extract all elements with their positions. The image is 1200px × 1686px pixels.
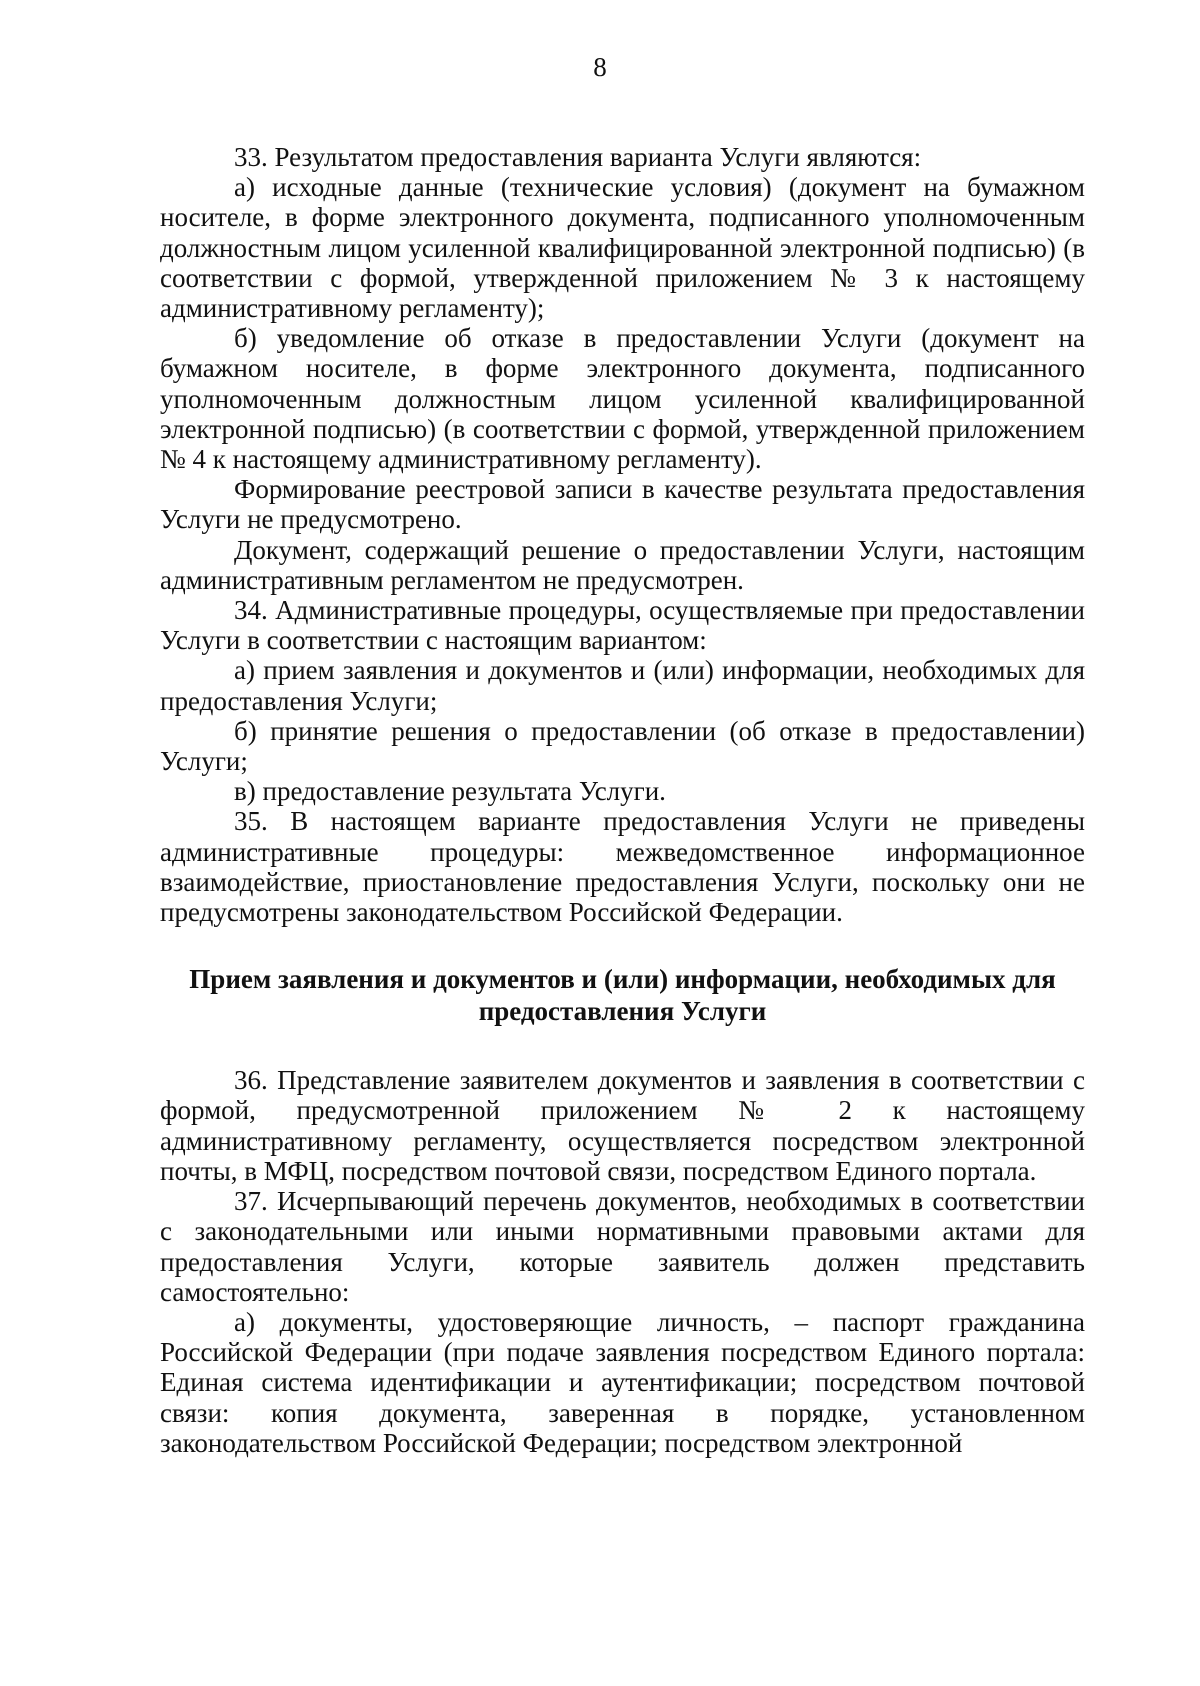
page-number: 8 (593, 52, 607, 82)
paragraph-37: 37. Исчерпывающий перечень документов, необходимых в соответствии с законодательными или иными нормативными правовыми актами для предоставления Услуги, которые заявитель должен представить самостоятельно: (160, 1186, 1085, 1307)
paragraph-34: 34. Административные процедуры, осуществляемые при предоставлении Услуги в соответствии с настоящим вариантом: (160, 595, 1085, 656)
paragraph-36: 36. Представление заявителем документов и заявления в соответствии с формой, предусмотренной приложением № 2 к настоящему административному регламенту, осуществляется посредством электронной почты, в МФЦ, посредством почтовой связи, посредством Единого портала. (160, 1065, 1085, 1186)
document-body (160, 142, 1085, 1458)
section-heading: Прием заявления и документов и (или) информации, необходимых для предоставления Услуги (189, 964, 1056, 1027)
paragraph-registry-record: Формирование реестровой записи в качестве результата предоставления Услуги не предусмотрено. (160, 474, 1085, 535)
paragraph-33-a: а) исходные данные (технические условия) (документ на бумажном носителе, в форме электронного документа, подписанного уполномоченным должностным лицом усиленной квалифицированной электронной подписью) (в соответствии с формой, утвержденной приложением № 3 к настоящему административному регламенту); (160, 172, 1085, 324)
paragraph-33: 33. Результатом предоставления варианта Услуги являются: (234, 142, 922, 172)
paragraph-34-v: в) предоставление результата Услуги. (234, 776, 666, 807)
paragraph-34-a: а) прием заявления и документов и (или) информации, необходимых для предоставления Услуги; (160, 655, 1085, 716)
paragraph-34-b: б) принятие решения о предоставлении (об отказе в предоставлении) Услуги; (160, 715, 1085, 777)
paragraph-decision-document: Документ, содержащий решение о предоставлении Услуги, настоящим административным регламентом не предусмотрен. (160, 534, 1085, 595)
paragraph-35: 35. В настоящем варианте предоставления Услуги не приведены административные процедуры: межведомственное информационное взаимодействие, приостановление предоставления Услуги, поскольку они не предусмотрены законодательством Российской Федерации. (160, 806, 1085, 928)
paragraph-37-a: а) документы, удостоверяющие личность, – паспорт гражданина Российской Федерации (при подаче заявления посредством Единого портала: Единая система идентификации и аутентификации; посредством почтовой связи: копия документа, заверенная в порядке, установленном законодательством Российской Федерации; посредством электронной (160, 1306, 1085, 1458)
paragraph-33-b: б) уведомление об отказе в предоставлении Услуги (документ на бумажном носителе, в форме электронного документа, подписанного уполномоченным должностным лицом усиленной квалифицированной электронной подписью) (в соответствии с формой, утвержденной приложением № 4 к настоящему административному регламенту). (160, 323, 1085, 475)
